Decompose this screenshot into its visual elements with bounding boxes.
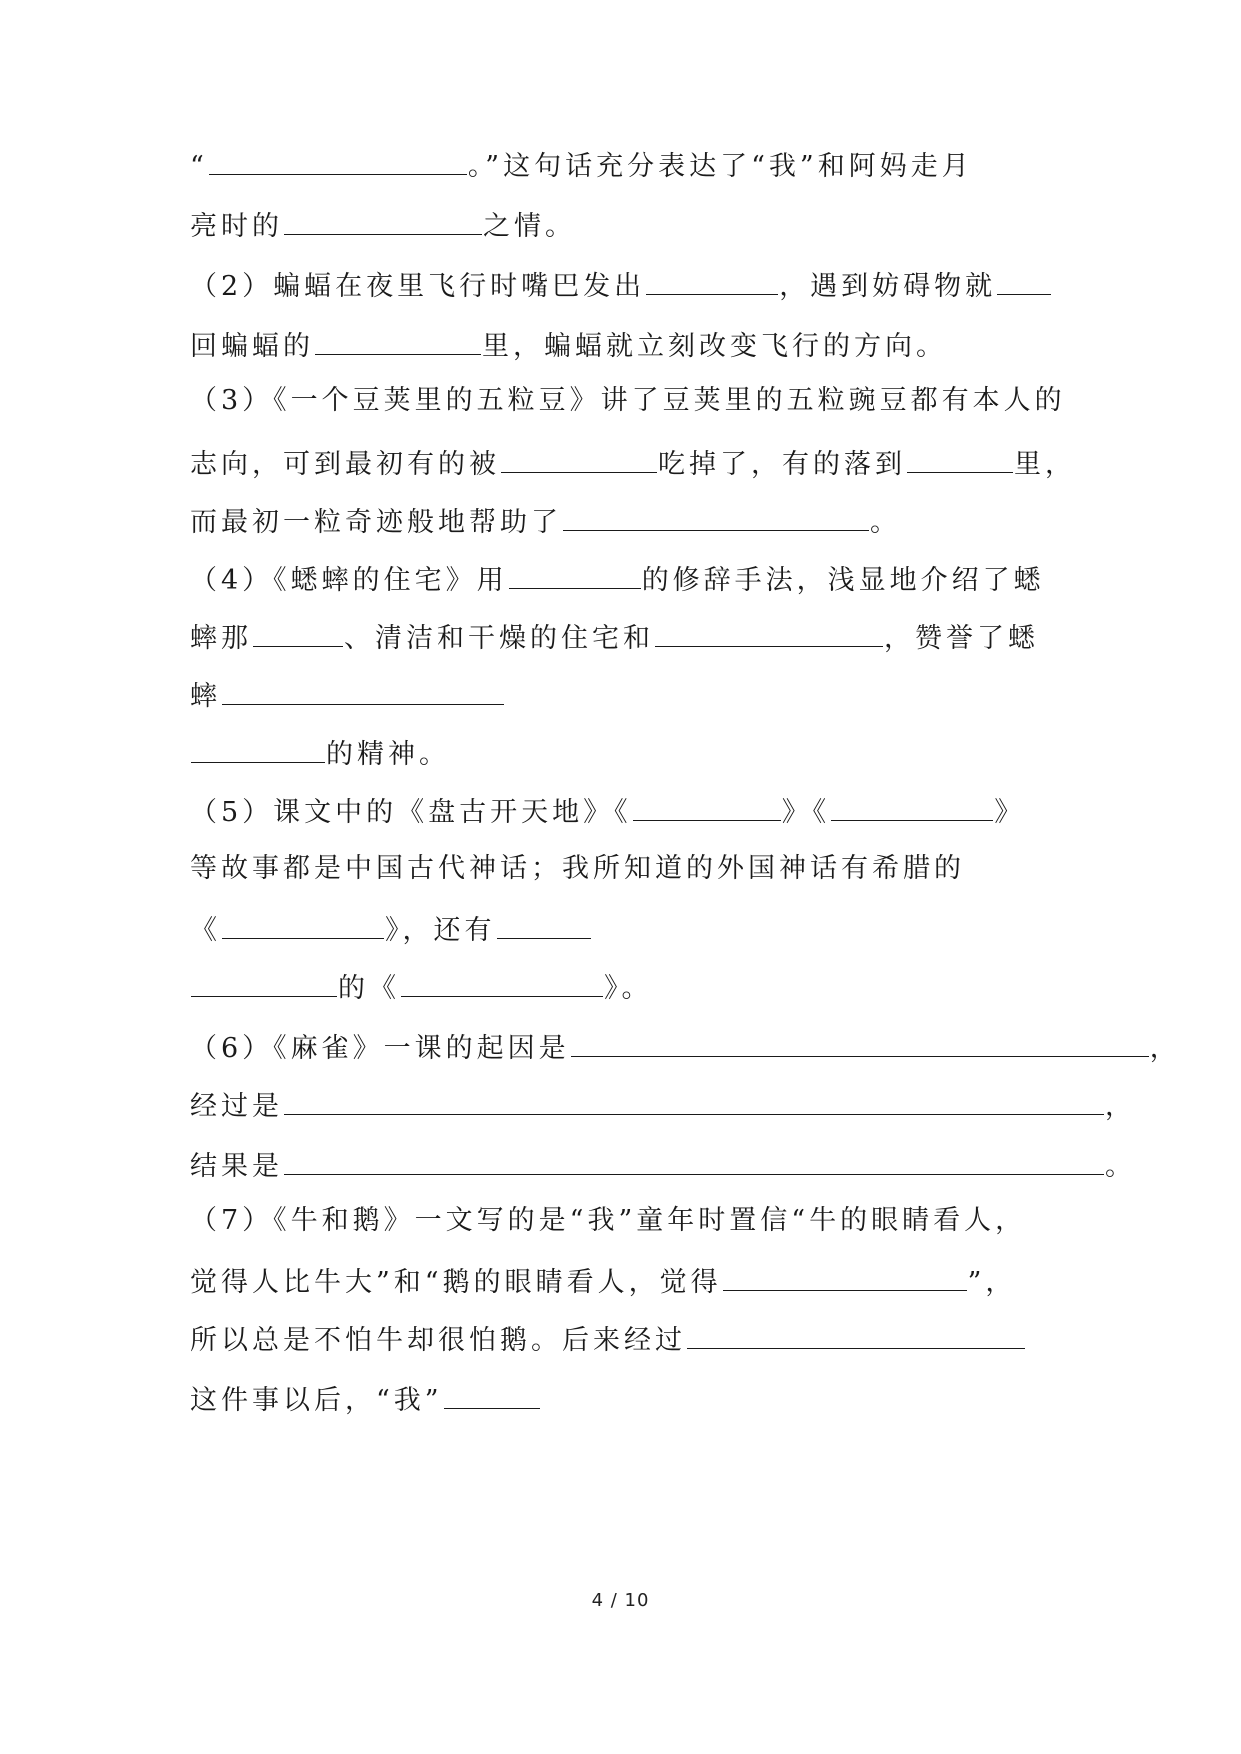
line-text: 之情。	[483, 211, 576, 242]
line-text: 》	[994, 797, 1026, 828]
answer-blank[interactable]	[646, 260, 778, 295]
text-line	[190, 728, 450, 774]
line-text: 。	[1105, 1151, 1136, 1182]
text-line	[190, 200, 576, 246]
line-text: 》。	[604, 973, 653, 1004]
line-text: ，遇到妨碍物就	[779, 271, 997, 302]
text-line	[190, 1374, 541, 1420]
answer-blank[interactable]	[284, 200, 482, 235]
line-text: 等故事都是中国古代神话；我所知道的外国神话有希腊的	[190, 853, 965, 884]
answer-blank[interactable]	[831, 786, 993, 821]
line-text: 而最初一粒奇迹般地帮助了	[190, 507, 562, 538]
answer-blank[interactable]	[907, 438, 1013, 473]
text-line	[190, 670, 505, 716]
answer-blank[interactable]	[222, 904, 384, 939]
text-line	[190, 1080, 1136, 1126]
line-text: 回蝙蝠的	[190, 331, 314, 362]
line-text: 的精神。	[326, 739, 450, 770]
line-text: 蟀	[190, 681, 221, 712]
text-line	[190, 786, 1025, 832]
text-line	[190, 962, 653, 1008]
text-line	[190, 438, 1076, 484]
line-text: 吃掉了，有的落到	[658, 449, 906, 480]
answer-blank[interactable]	[501, 438, 657, 473]
line-text: 经过是	[190, 1091, 283, 1122]
answer-blank[interactable]	[315, 320, 481, 355]
answer-blank[interactable]	[509, 554, 641, 589]
line-text: （7）《牛和鹅》一文写的是“我”童年时置信“牛的眼睛看人，	[190, 1205, 1027, 1236]
answer-blank[interactable]	[401, 962, 603, 997]
text-line	[190, 1022, 1181, 1068]
line-text: ”，	[967, 1267, 1017, 1298]
line-text: 里，蝙蝠就立刻改变飞行的方向。	[482, 331, 947, 362]
line-text: 这件事以后，“我”	[190, 1385, 443, 1416]
text-line	[190, 554, 1045, 600]
line-text: 的修辞手法，浅显地介绍了蟋	[641, 565, 1045, 596]
line-text: 的《	[338, 973, 400, 1004]
line-text: 志向，可到最初有的被	[190, 449, 500, 480]
line-text: 》《	[781, 797, 831, 828]
answer-blank[interactable]	[633, 786, 781, 821]
page-number: 4 / 10	[591, 1590, 650, 1611]
answer-blank[interactable]	[284, 1140, 1104, 1175]
text-line	[190, 140, 973, 186]
text-line	[190, 1198, 1026, 1244]
answer-blank[interactable]	[191, 962, 337, 997]
line-text: 亮时的	[190, 211, 283, 242]
text-line	[190, 320, 947, 366]
text-line	[190, 260, 1052, 306]
text-line	[190, 496, 901, 542]
line-text: 所以总是不怕牛却很怕鹅。后来经过	[190, 1325, 686, 1356]
answer-blank[interactable]	[284, 1080, 1104, 1115]
text-line	[190, 846, 965, 892]
answer-blank[interactable]	[497, 904, 591, 939]
text-line	[190, 1140, 1136, 1186]
text-line	[190, 1256, 1016, 1302]
line-text: 觉得人比牛大”和“鹅的眼睛看人，觉得	[190, 1267, 722, 1298]
answer-blank[interactable]	[571, 1022, 1149, 1057]
answer-blank[interactable]	[444, 1374, 540, 1409]
answer-blank[interactable]	[222, 670, 504, 705]
line-text: （4）《蟋蟀的住宅》用	[190, 565, 508, 596]
text-line	[190, 612, 1039, 658]
line-text: ，	[1105, 1091, 1136, 1122]
answer-blank[interactable]	[253, 612, 343, 647]
answer-blank[interactable]	[655, 612, 883, 647]
line-text: ，赞誉了蟋	[884, 623, 1039, 654]
line-text: 《	[190, 915, 221, 946]
line-text: 。	[870, 507, 901, 538]
answer-blank[interactable]	[723, 1256, 967, 1291]
line-text: （3）《一个豆荚里的五粒豆》讲了豆荚里的五粒豌豆都有本人的	[190, 385, 1066, 416]
text-line	[190, 1314, 1026, 1360]
line-text: 里，	[1014, 449, 1076, 480]
line-text: “	[190, 151, 208, 182]
answer-blank[interactable]	[563, 496, 869, 531]
line-text: （2）蝙蝠在夜里飞行时嘴巴发出	[190, 271, 646, 302]
line-text: 蟀那	[190, 623, 252, 654]
line-text: 。”这句话充分表达了“我”和阿妈走月	[467, 151, 973, 182]
text-line	[190, 904, 592, 950]
answer-blank[interactable]	[191, 728, 325, 763]
answer-blank[interactable]	[997, 260, 1051, 295]
line-text: （6）《麻雀》一课的起因是	[190, 1033, 570, 1064]
line-text: ，	[1149, 1033, 1181, 1064]
answer-blank[interactable]	[687, 1314, 1025, 1349]
text-line	[190, 378, 1066, 424]
line-text: （5）课文中的《盘古开天地》《	[190, 797, 632, 828]
line-text: 》，还有	[385, 915, 496, 946]
line-text: 、清洁和干燥的住宅和	[344, 623, 654, 654]
answer-blank[interactable]	[209, 140, 467, 175]
line-text: 结果是	[190, 1151, 283, 1182]
